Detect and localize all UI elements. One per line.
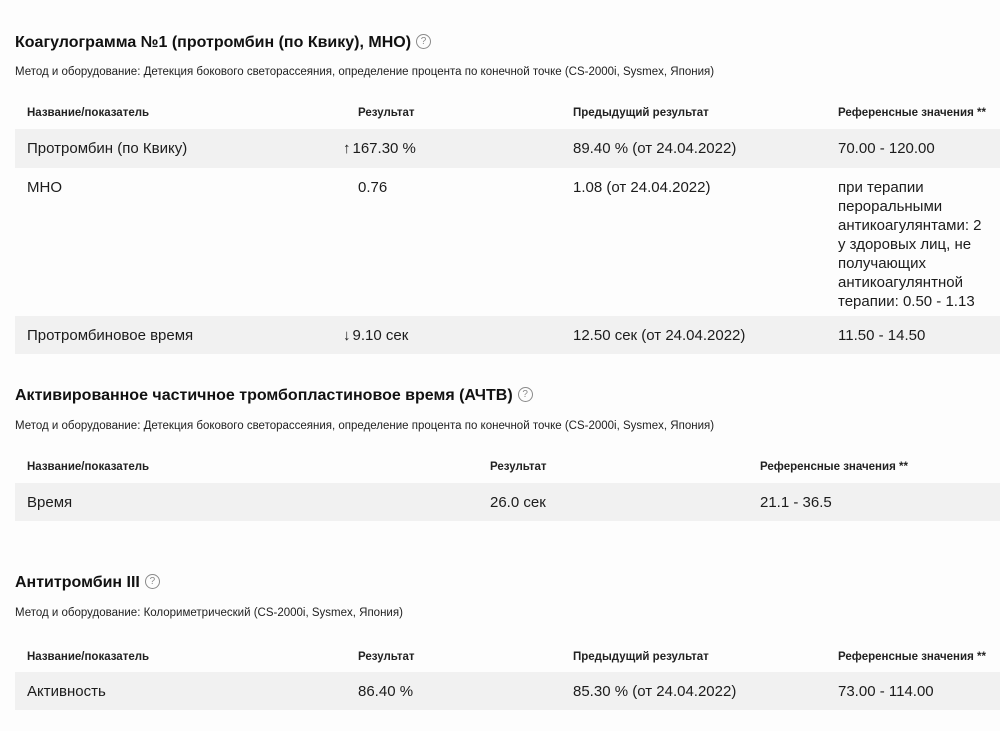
cell-reference: 70.00 - 120.00 bbox=[838, 140, 935, 157]
help-icon[interactable]: ? bbox=[416, 34, 431, 49]
help-icon[interactable]: ? bbox=[145, 574, 160, 589]
table-header bbox=[0, 457, 1000, 477]
cell-name: Протромбиновое время bbox=[27, 327, 194, 344]
table-header bbox=[0, 103, 1000, 123]
section-title-text: Антитромбин III bbox=[15, 574, 140, 591]
header-reference: Референсные значения ** bbox=[838, 107, 986, 119]
header-reference: Референсные значения ** bbox=[838, 651, 986, 663]
cell-result: 0.76 bbox=[358, 179, 388, 196]
cell-name: МНО bbox=[27, 179, 62, 196]
table-row bbox=[15, 129, 1000, 168]
cell-result: ↑ 167.30 % bbox=[343, 140, 416, 157]
cell-name: Время bbox=[27, 494, 73, 511]
cell-previous: 12.50 сек (от 24.04.2022) bbox=[573, 327, 746, 344]
cell-reference: при терапии пероральными антикоагулянтами: 2 у здоровых лиц, не получающих антикоагулянтной терапии: 0.50 - 1.13 bbox=[838, 179, 982, 310]
arrow-down-icon: ↓ bbox=[343, 327, 351, 344]
cell-previous: 85.30 % (от 24.04.2022) bbox=[573, 683, 737, 700]
method-description: Метод и оборудование: Детекция бокового светорассеяния, определение процента по конечной точке (CS-2000i, Sysmex, Япония) bbox=[15, 66, 715, 78]
header-name: Название/показатель bbox=[27, 107, 150, 119]
cell-previous: 89.40 % (от 24.04.2022) bbox=[573, 140, 737, 157]
cell-reference: 21.1 - 36.5 bbox=[760, 494, 832, 511]
method-description: Метод и оборудование: Детекция бокового светорассеяния, определение процента по конечной точке (CS-2000i, Sysmex, Япония) bbox=[15, 420, 715, 432]
section-title-aptt bbox=[15, 386, 533, 406]
table-row bbox=[15, 672, 1000, 710]
table-row bbox=[15, 483, 1000, 521]
header-result: Результат bbox=[490, 461, 547, 473]
cell-reference: 73.00 - 114.00 bbox=[838, 683, 934, 700]
cell-previous: 1.08 (от 24.04.2022) bbox=[573, 179, 711, 196]
table-row bbox=[15, 316, 1000, 354]
header-previous: Предыдущий результат bbox=[573, 651, 709, 663]
cell-name: Активность bbox=[27, 683, 106, 700]
cell-result: 26.0 сек bbox=[490, 494, 546, 511]
cell-result: 86.40 % bbox=[358, 683, 414, 700]
section-title-coagulogram bbox=[15, 33, 431, 53]
header-previous: Предыдущий результат bbox=[573, 107, 709, 119]
section-title-text: Активированное частичное тромбопластиновое время (АЧТВ) bbox=[15, 387, 513, 404]
header-name: Название/показатель bbox=[27, 461, 150, 473]
cell-name: Протромбин (по Квику) bbox=[27, 140, 188, 157]
cell-result: ↓ 9.10 сек bbox=[343, 327, 409, 344]
header-name: Название/показатель bbox=[27, 651, 150, 663]
help-icon[interactable]: ? bbox=[518, 387, 533, 402]
arrow-up-icon: ↑ bbox=[343, 140, 351, 157]
header-reference: Референсные значения ** bbox=[760, 461, 908, 473]
section-title-text: Коагулограмма №1 (протромбин (по Квику), МНО) bbox=[15, 34, 412, 51]
header-result: Результат bbox=[358, 651, 415, 663]
table-row bbox=[15, 168, 1000, 316]
table-header bbox=[0, 647, 1000, 667]
cell-reference: 11.50 - 14.50 bbox=[838, 327, 926, 344]
method-description: Метод и оборудование: Колориметрический (CS-2000i, Sysmex, Япония) bbox=[15, 607, 403, 619]
header-result: Результат bbox=[358, 107, 415, 119]
section-title-antithrombin bbox=[15, 573, 160, 593]
